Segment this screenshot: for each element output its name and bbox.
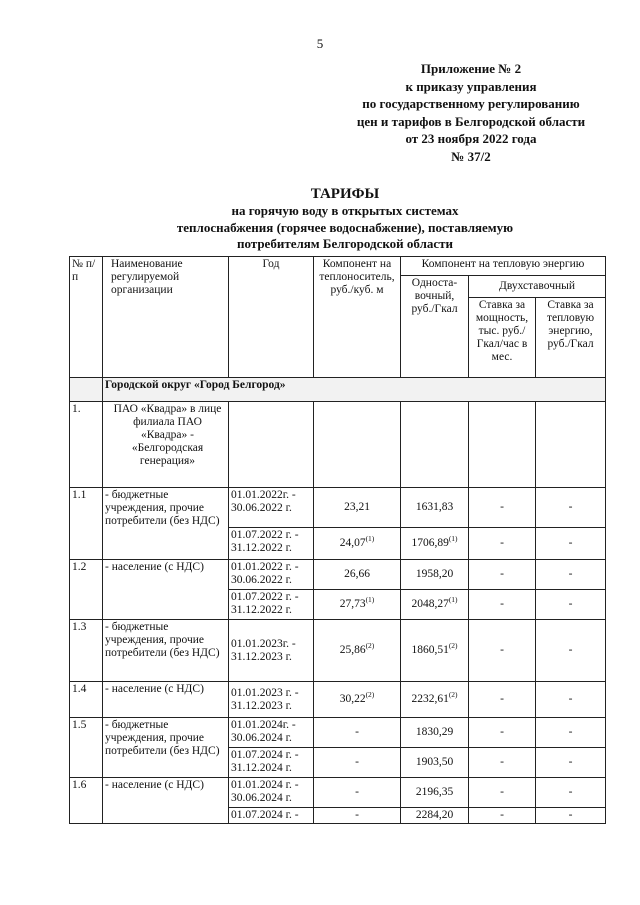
energy-rate-value: - — [536, 560, 606, 590]
header-double-rate: Двухставочный — [469, 276, 606, 298]
power-rate-value: - — [469, 748, 536, 778]
row-num: 1.4 — [70, 682, 103, 718]
title-main: ТАРИФЫ — [310, 186, 380, 202]
carrier-value: 25,86$^{(2)}$ — [314, 620, 401, 682]
single-rate-value: 2232,61$^{(2)}$ — [401, 682, 469, 718]
appendix-line: к приказу управления — [405, 78, 537, 94]
appendix-header — [330, 60, 612, 165]
energy-rate-value: - — [536, 620, 606, 682]
row-period: 01.01.2022г. - 30.06.2022 г. — [229, 488, 314, 528]
power-rate-value: - — [469, 778, 536, 808]
tariff-table — [69, 256, 606, 824]
carrier-value: 24,07$^{(1)}$ — [314, 528, 401, 560]
row-period: 01.07.2024 г. - — [229, 808, 314, 824]
row-num: 1.2 — [70, 560, 103, 620]
appendix-line: по государственному регулированию — [362, 96, 580, 111]
table-row — [70, 682, 606, 718]
row-period: 01.01.2022 г. - 30.06.2022 г. — [229, 560, 314, 590]
energy-rate-value: - — [536, 778, 606, 808]
table-row — [70, 620, 606, 682]
power-rate-value: - — [469, 590, 536, 620]
power-rate-value: - — [469, 808, 536, 824]
empty-cell — [314, 402, 401, 488]
energy-rate-value: - — [536, 718, 606, 748]
carrier-value: 27,73$^{(1)}$ — [314, 590, 401, 620]
org-name: ПАО «Квадра» в лице филиала ПАО «Квадра» - «Белгородская генерация» — [103, 402, 229, 488]
row-consumer: - население (с НДС) — [103, 778, 229, 824]
energy-rate-value: - — [536, 528, 606, 560]
power-rate-value: - — [469, 718, 536, 748]
document-title — [150, 186, 540, 253]
empty-cell — [536, 402, 606, 488]
carrier-value: 30,22$^{(2)}$ — [314, 682, 401, 718]
row-consumer: - бюджетные учреждения, прочие потребители (без НДС) — [103, 718, 229, 778]
row-period: 01.01.2023 г. - 31.12.2023 г. — [229, 682, 314, 718]
title-line: на горячую воду в открытых системах — [231, 203, 459, 218]
single-rate-value: 1706,89$^{(1)}$ — [401, 528, 469, 560]
energy-rate-value: - — [536, 488, 606, 528]
table-row — [70, 560, 606, 590]
table-row — [70, 778, 606, 808]
table-row — [70, 718, 606, 748]
power-rate-value: - — [469, 488, 536, 528]
org-num: 1. — [70, 402, 103, 488]
single-rate-value: 2048,27$^{(1)}$ — [401, 590, 469, 620]
single-rate-value: 1631,83 — [401, 488, 469, 528]
single-rate-value: 2284,20 — [401, 808, 469, 824]
header-single-rate: Односта-вочный, руб./Гкал — [401, 276, 469, 378]
row-period: 01.01.2023г. - 31.12.2023 г. — [229, 620, 314, 682]
header-power-rate: Ставка за мощность, тыс. руб./ Гкал/час в мес. — [469, 298, 536, 378]
carrier-value: - — [314, 748, 401, 778]
table-row — [70, 402, 606, 488]
single-rate-value: 1860,51$^{(2)}$ — [401, 620, 469, 682]
empty-cell — [401, 402, 469, 488]
single-rate-value: 1903,50 — [401, 748, 469, 778]
row-period: 01.07.2024 г. - 31.12.2024 г. — [229, 748, 314, 778]
section-num-cell — [70, 378, 103, 402]
power-rate-value: - — [469, 682, 536, 718]
empty-cell — [469, 402, 536, 488]
power-rate-value: - — [469, 528, 536, 560]
row-period: 01.01.2024 г. - 30.06.2024 г. — [229, 778, 314, 808]
power-rate-value: - — [469, 620, 536, 682]
appendix-line: цен и тарифов в Белгородской области — [356, 113, 586, 129]
header-year: Год — [229, 257, 314, 378]
carrier-value: 23,21 — [314, 488, 401, 528]
energy-rate-value: - — [536, 748, 606, 778]
row-num: 1.1 — [70, 488, 103, 560]
energy-rate-value: - — [536, 682, 606, 718]
title-line: теплоснабжения (горячее водоснабжение), поставляемую — [176, 219, 514, 235]
section-title: Городской округ «Город Белгород» — [103, 378, 606, 402]
appendix-line: № 37/2 — [451, 148, 491, 164]
page-number: 5 — [316, 36, 324, 51]
row-consumer: - бюджетные учреждения, прочие потребители (без НДС) — [103, 620, 229, 682]
header-carrier: Компонент на теплоноситель, руб./куб. м — [314, 257, 401, 378]
energy-rate-value: - — [536, 590, 606, 620]
header-org-name: Наименование регулируемой организации — [103, 257, 229, 378]
row-num: 1.5 — [70, 718, 103, 778]
row-period: 01.01.2024г. - 30.06.2024 г. — [229, 718, 314, 748]
carrier-value: - — [314, 808, 401, 824]
title-line: потребителям Белгородской области — [236, 236, 454, 251]
empty-cell — [229, 402, 314, 488]
row-consumer: - население (с НДС) — [103, 560, 229, 620]
header-energy: Компонент на тепловую энергию — [401, 257, 606, 276]
single-rate-value: 2196,35 — [401, 778, 469, 808]
row-consumer: - население (с НДС) — [103, 682, 229, 718]
row-period: 01.07.2022 г. - 31.12.2022 г. — [229, 528, 314, 560]
power-rate-value: - — [469, 560, 536, 590]
row-num: 1.6 — [70, 778, 103, 824]
row-period: 01.07.2022 г. - 31.12.2022 г. — [229, 590, 314, 620]
appendix-line: Приложение № 2 — [420, 61, 522, 76]
single-rate-value: 1958,20 — [401, 560, 469, 590]
carrier-value: - — [314, 718, 401, 748]
carrier-value: 26,66 — [314, 560, 401, 590]
energy-rate-value: - — [536, 808, 606, 824]
header-num: № п/п — [70, 257, 103, 378]
carrier-value: - — [314, 778, 401, 808]
single-rate-value: 1830,29 — [401, 718, 469, 748]
table-row — [70, 488, 606, 528]
appendix-line: от 23 ноября 2022 года — [405, 131, 537, 146]
row-consumer: - бюджетные учреждения, прочие потребители (без НДС) — [103, 488, 229, 560]
header-energy-rate: Ставка за тепловую энергию, руб./Гкал — [536, 298, 606, 378]
row-num: 1.3 — [70, 620, 103, 682]
